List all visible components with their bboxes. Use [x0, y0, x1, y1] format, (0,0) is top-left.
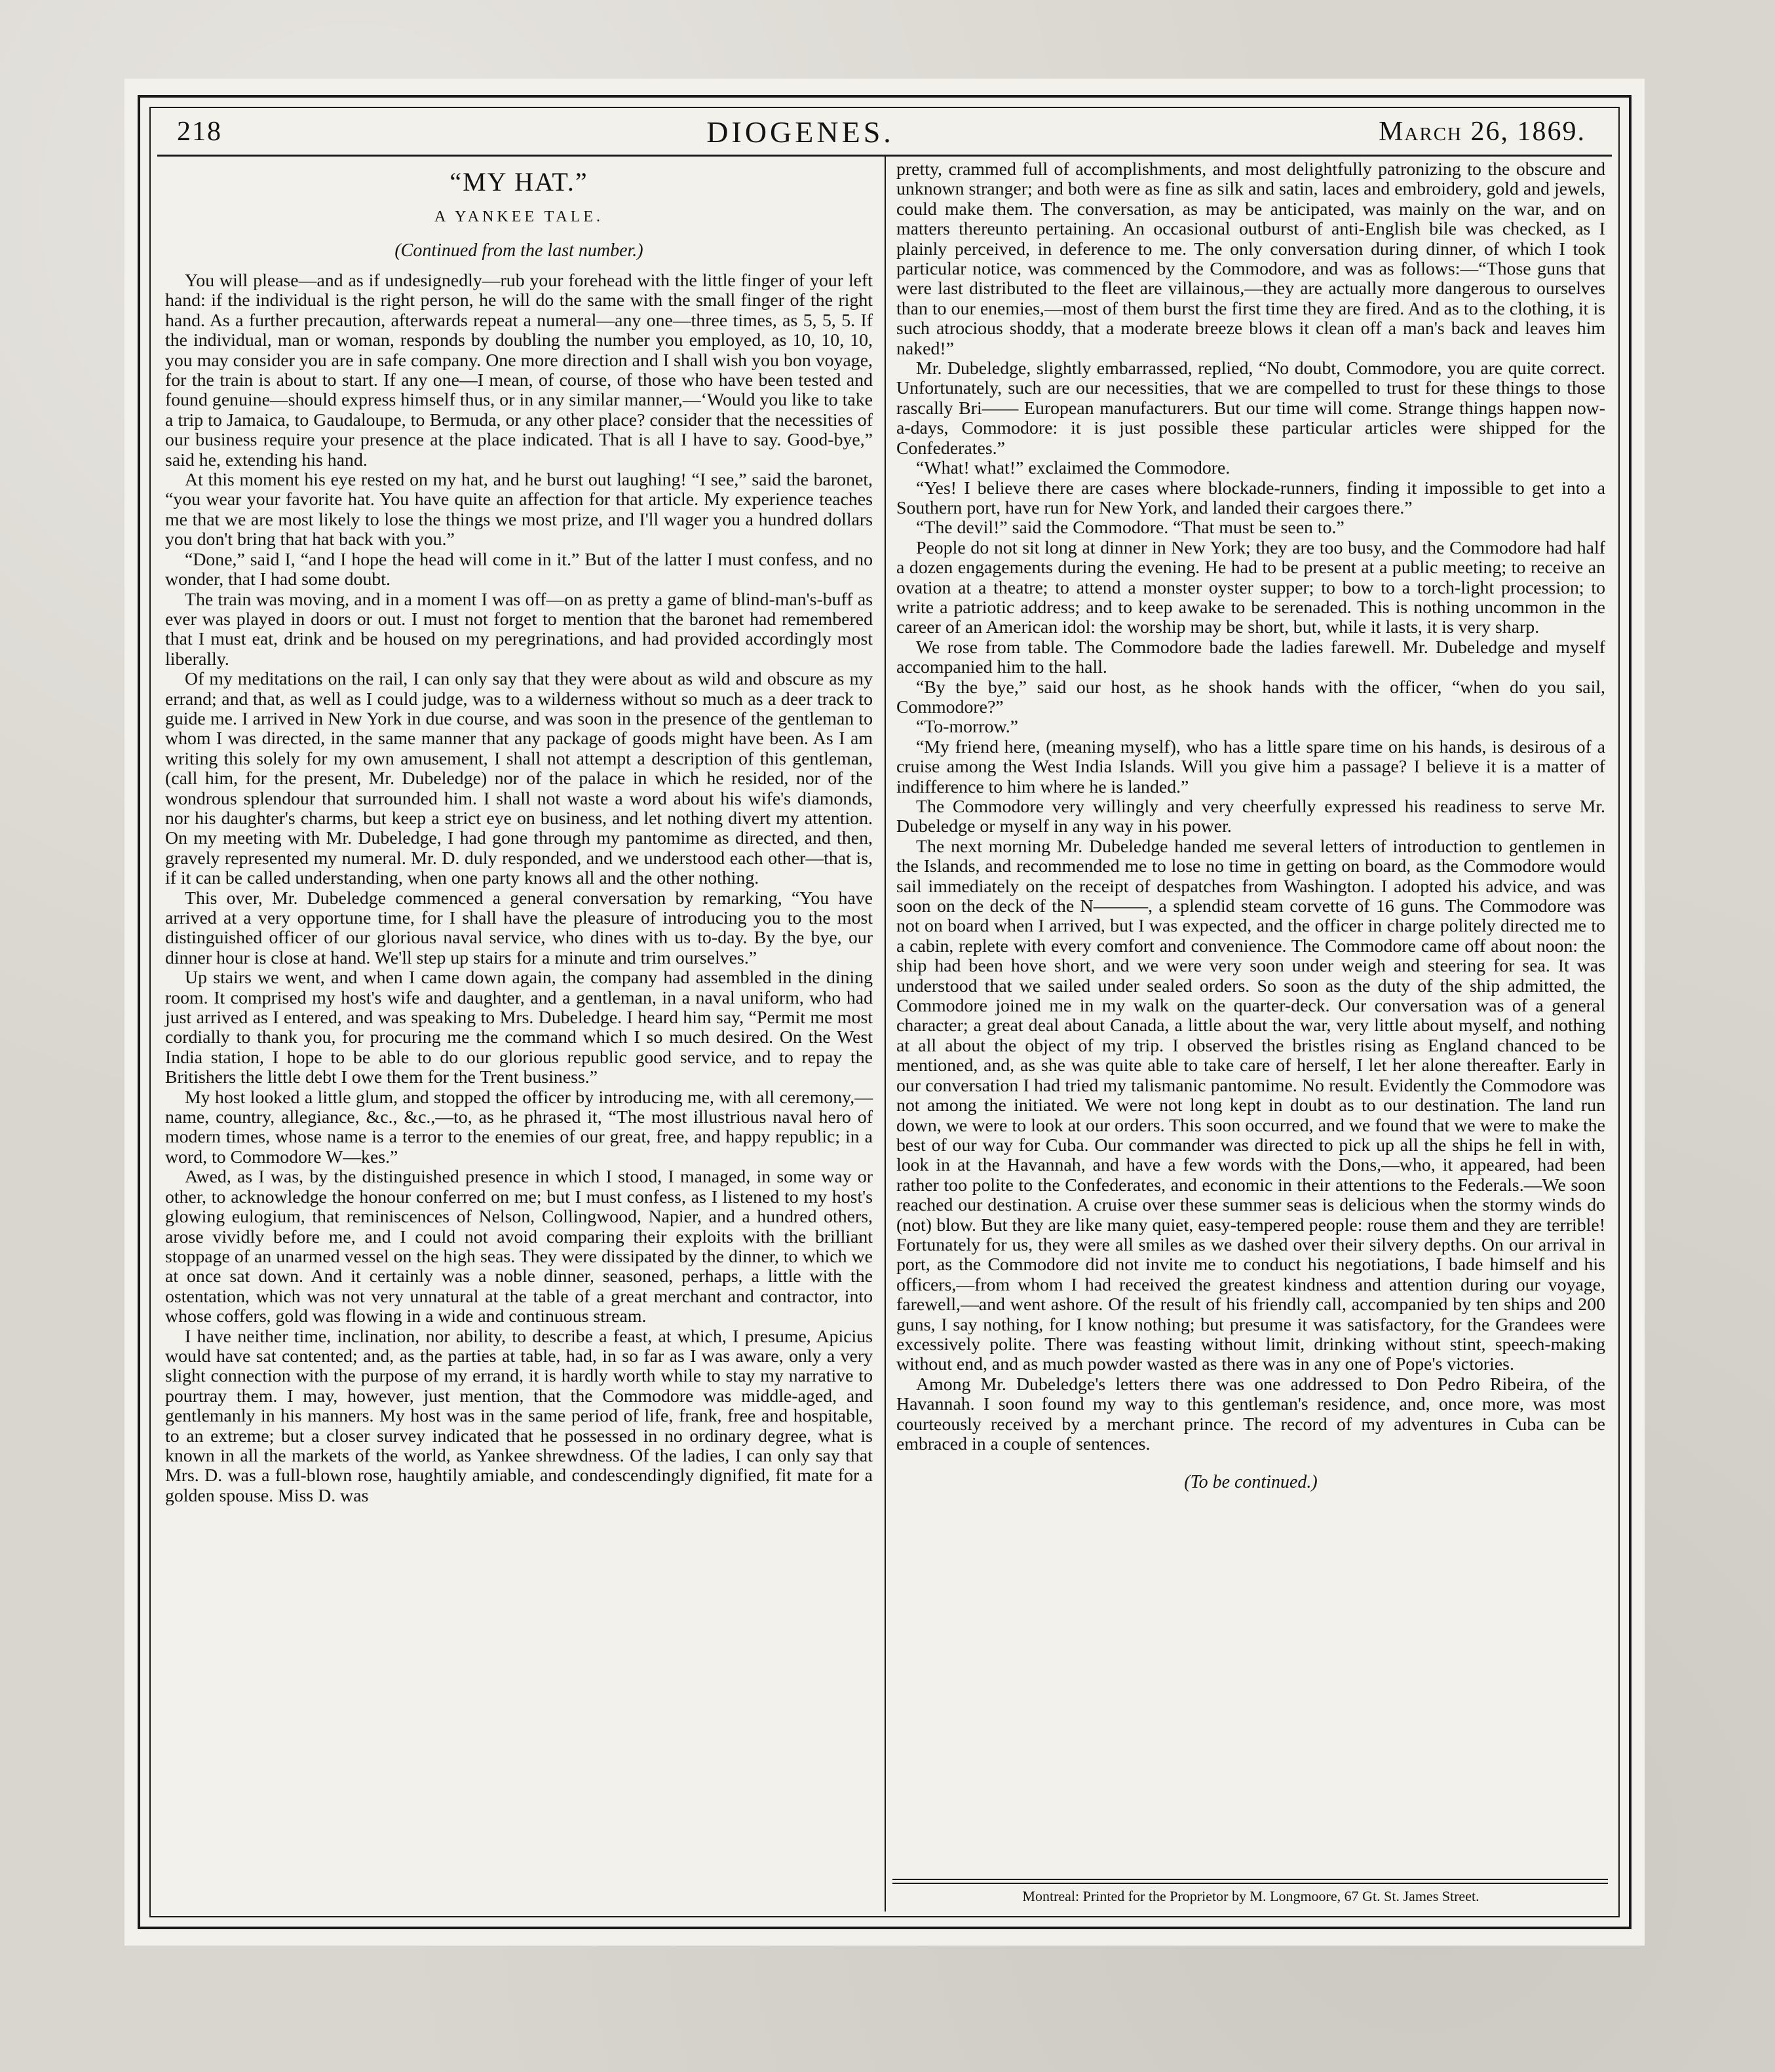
issue-date: March 26, 1869.: [1379, 117, 1586, 147]
paragraph: The train was moving, and in a moment I was off—on as pretty a game of blind-man's-buff as ever was played in doors or out. I must not forget to mention that the baronet had remembered that I must eat, drink and be housed on my peregrinations, and had provided accordingly most liberally.: [165, 589, 873, 669]
paragraph: Up stairs we went, and when I came down again, the company had assembled in the dining room. It comprised my host's wife and daughter, and a gentleman, in a naval uniform, who had just arrived as I entered, and was speaking to Mrs. Dubeledge. I heard him say, “Permit me most cordially to thank you, for procuring me the command which I so much desired. On the West India station, I hope to be able to do our glorious republic good service, and to repay the Britishers the little debt I owe them for the Trent business.”: [165, 968, 873, 1088]
paragraph: The Commodore very willingly and very cheerfully expressed his readiness to serve Mr. Dubeledge or myself in any way in his power.: [896, 797, 1605, 837]
column-divider: [885, 156, 886, 1912]
paragraph: “The devil!” said the Commodore. “That must be seen to.”: [916, 518, 1345, 538]
paragraph: Of my meditations on the rail, I can only say that they were about as wild and obscure as my errand; and that, as well as I could judge, was to a wilderness without so much as a deer track to guide me. I arrived in New York in due course, and was soon in the presence of the gentleman to whom I was directed, in the same manner that any package of goods might have been. As I am writing this solely for my own amusement, I shall not attempt a description of this gentleman, (call him, for the present, Mr. Dubeledge) nor of the palace in which he resided, nor of the wondrous splendour that surrounded him. I shall not waste a word about his wife's diamonds, nor his daughter's charms, but keep a strict eye on business, and let nothing divert my attention. On my meeting with Mr. Dubeledge, I had gone through my pantomime as directed, and then, gravely represented my numeral. Mr. D. duly responded, and we understood each other—that is, if it can be called understanding, when one party knows all and the other nothing.: [165, 669, 873, 889]
paragraph: The next morning Mr. Dubeledge handed me several letters of introduction to gentlemen in the Islands, and recommended me to lose no time in getting on board, as the Commodore would sail immediately on the receipt of despatches from Washington. I adopted his advice, and was soon on the deck of the N———, a splendid steam corvette of 16 guns. The Commodore was not on board when I arrived, but I was expected, and the officer in charge politely directed me to a cabin, replete with every comfort and convenience. The Commodore came off about noon: the ship had been hove short, and we were very soon under weigh and steering for sea. It was understood that we sailed under sealed orders. So soon as the duty of the ship admitted, the Commodore joined me in my walk on the quarter-deck. Our conversation was of a general character; a great deal about Canada, a little about the war, very little about myself, and nothing at all about the object of my trip. I observed the bristles rising as England chanced to be mentioned, and, as she was quite able to take care of herself, I let her alone thereafter. Early in our conversation I had tried my talismanic pantomime. No result. Evidently the Commodore was not among the initiated. We were not long kept in doubt as to our destination. The land run down, we were to look at our orders. This soon occurred, and we found that we were to make the best of our way for Cuba. Our commander was directed to pick up all the ships he fell in with, look in at the Havannah, and have a few words with the Dons,—who, it appeared, had been rather too polite to the Confederates, and economic in their attentions to the Federals.—We soon reached our destination. A cruise over these summer seas is delicious when the stormy winds do (not) blow. But they are like many quiet, easy-tempered people: rouse them and they are terrible! Fortunately for us, they were all smiles as we dashed over their silvery depths. On our arrival in port, as the Commodore did not invite me to conduct his negotiations, I bade himself and his officers,—from whom I had received the greatest kindness and attention during our voyage, farewell,—and went ashore. Of the result of his friendly call, accompanied by ten ships and 200 guns, I say nothing, for I know nothing; but presume it was satisfactory, for the Grandees were excessively polite. There was feasting without limit, drinking without stint, speech-making without end, and as much powder wasted as there was in any one of Pope's victories.: [896, 836, 1605, 1375]
paragraph: Among Mr. Dubeledge's letters there was one addressed to Don Pedro Ribeira, of the Havannah. I soon found my way to this gentleman's residence, and, once more, was most courteously received by a merchant prince. The record of my adventures in Cuba can be embraced in a couple of sentences.: [896, 1374, 1605, 1454]
page-header: [157, 110, 1612, 153]
paragraph: This over, Mr. Dubeledge commenced a general conversation by remarking, “You have arrived at a very opportune time, for I shall have the pleasure of introducing you to the most distinguished officer of our glorious naval service, who dines with us to-day. By the bye, our dinner hour is close at hand. We'll step up stairs for a minute and trim ourselves.”: [165, 888, 873, 968]
page-number: 218: [177, 117, 222, 147]
paragraph: My host looked a little glum, and stopped the officer by introducing me, with all ceremony,—name, country, allegiance, &c., &c.,—to, as he phrased it, “The most illustrious naval hero of modern times, whose name is a terror to the enemies of our great, free, and happy republic; in a word, to Commodore W—kes.”: [165, 1087, 873, 1167]
paragraph: “Done,” said I, “and I hope the head will come in it.” But of the latter I must confess, and no wonder, that I had some doubt.: [165, 549, 873, 590]
paragraph: “What! what!” exclaimed the Commodore.: [916, 458, 1231, 479]
paragraph: I have neither time, inclination, nor ability, to describe a feast, at which, I presume, Apicius would have sat contented; and, as the parties at table, had, in so far as I was aware, only a very slight connection with the purpose of my errand, it is hardly worth while to stay my narrative to pourtray them. I may, however, just mention, that the Commodore was middle-aged, and gentlemanly in his manners. My host was in the same period of life, frank, free and hospitable, to an extreme; but a closer survey indicated that he possessed in no ordinary degree, what is known in all the markets of the world, as Yankee shrewdness. Of the ladies, I can only say that Mrs. D. was a full-blown rose, haughtily amiable, and condescendingly dignified, fit mate for a golden spouse. Miss D. was: [165, 1326, 873, 1506]
masthead: DIOGENES.: [706, 115, 894, 149]
to-be-continued-note: (To be continued.): [1184, 1472, 1318, 1493]
paragraph: “My friend here, (meaning myself), who has a little spare time on his hands, is desirous of a cruise among the West India Islands. Will you give him a passage? I believe it is a matter of indifference to him where he is landed.”: [896, 736, 1605, 797]
paragraph: At this moment his eye rested on my hat, and he burst out laughing! “I see,” said the baronet, “you wear your favorite hat. You have quite an affection for that article. My experience teaches me that we are most likely to lose the things we most prize, and I'll wager you a hundred dollars you don't bring that hat back with you.”: [165, 470, 873, 550]
footer-rule: [892, 1883, 1608, 1884]
footer-rule: [892, 1879, 1608, 1880]
right-column: [896, 160, 1605, 1494]
paragraph: You will please—and as if undesignedly—rub your forehead with the little finger of your left hand: if the individual is the right person, he will do the same with the small finger of the right hand. As a further precaution, afterwards repeat a numeral—any one—three times, as 5, 5, 5. If the individual, man or woman, responds by doubling the number you employed, as 10, 10, 10, you may consider you are in safe company. One more direction and I shall wish you bon voyage, for the train is about to start. If any one—I mean, of course, of those who have been tested and found genuine—should express himself thus, or in any similar manner,—‘Would you like to take a trip to Jamaica, to Gaudaloupe, to Bermuda, or any other place? consider that the necessities of our business require your presence at the place indicated. That is all I have to say. Good-bye,” said he, extending his hand.: [165, 271, 873, 470]
continued-note: (Continued from the last number.): [394, 240, 643, 261]
paragraph: “To-morrow.”: [916, 717, 1019, 738]
paragraph: pretty, crammed full of accomplishments, and most delightfully patronizing to the obscure and unknown stranger; and both were as fine as silk and satin, laces and embroidery, gold and jewels, could make them. The conversation, as may be anticipated, was mainly on the war, and on matters thereunto pertaining. An occasional outburst of anti-English bile was checked, as I plainly perceived, in deference to me. The only conversation during dinner, of which I took particular notice, was commenced by the Commodore, and was as follows:—“Those guns that were last distributed to the fleet are villainous,—they are actually more dangerous to ourselves than to our enemies,—most of them burst the first time they are fired. And as to the clothing, it is such atrocious shoddy, that a moderate breeze blows it clean off a man's back and leaves him naked!”: [896, 159, 1605, 359]
paragraph: People do not sit long at dinner in New York; they are too busy, and the Commodore had half a dozen engagements during the evening. He had to be present at a public meeting; to receive an ovation at a theatre; to attend a monster oyster supper; to bow to a torch-light procession; to write a patriotic address; and to keep awake to be serenaded. This is nothing uncommon in the career of an American idol: the worship may be short, but, while it lasts, it is very sharp.: [896, 537, 1605, 638]
printer-imprint: Montreal: Printed for the Proprietor by M. Longmoore, 67 Gt. St. James Street.: [1022, 1888, 1479, 1904]
story-subtitle: A YANKEE TALE.: [434, 208, 604, 225]
paragraph: Awed, as I was, by the distinguished presence in which I stood, I managed, in some way or other, to acknowledge the honour conferred on me; but I must confess, as I listened to my host's glowing eulogium, that reminiscences of Nelson, Collingwood, Napier, and a hundred others, arose vividly before me, and I could not avoid comparing their exploits with the brilliant stoppage of an unarmed vessel on the high seas. They were dissipated by the dinner, to which we at once sat down. And it certainly was a noble dinner, seasoned, perhaps, a little with the ostentation, which was not very unnatural at the table of a great merchant and contractor, into whose coffers, gold was flowing in a wide and continuous stream.: [165, 1167, 873, 1327]
paragraph: Mr. Dubeledge, slightly embarrassed, replied, “No doubt, Commodore, you are quite correct. Unfortunately, such are our necessities, that we are compelled to trust for these things to those rascally Bri—— European manufacturers. But our time will come. Strange things happen now-a-days, Commodore: it is just possible these particular articles were shipped for the Confederates.”: [896, 358, 1605, 459]
left-column: [165, 160, 873, 1506]
paragraph: We rose from table. The Commodore bade the ladies farewell. Mr. Dubeledge and myself accompanied him to the hall.: [896, 637, 1605, 678]
paragraph: “Yes! I believe there are cases where blockade-runners, finding it impossible to get into a Southern port, have run for New York, and landed their cargoes there.”: [896, 478, 1605, 518]
paragraph: “By the bye,” said our host, as he shook hands with the officer, “when do you sail, Commodore?”: [896, 677, 1605, 717]
story-title: “MY HAT.”: [449, 167, 588, 197]
